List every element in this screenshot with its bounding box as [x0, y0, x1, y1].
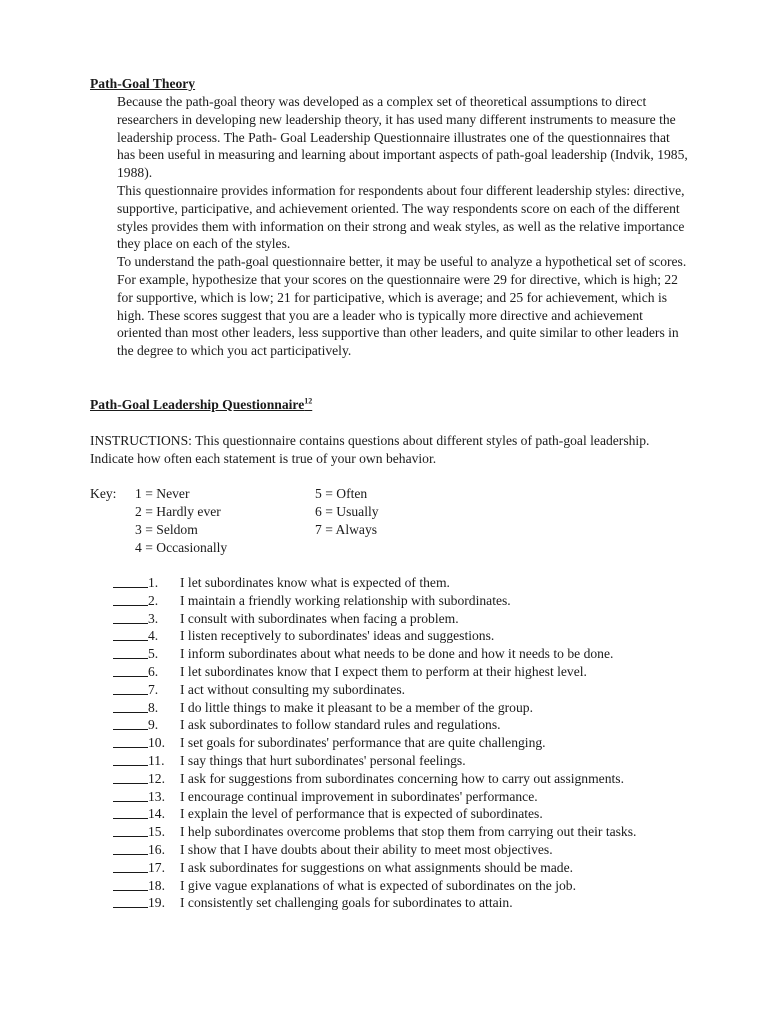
questionnaire-item — [113, 592, 693, 610]
item-text: I let subordinates know what is expected of them. — [180, 575, 450, 590]
intro-text — [90, 93, 690, 360]
questionnaire-item — [113, 859, 693, 877]
questionnaire-item — [113, 752, 693, 770]
answer-blank[interactable] — [113, 593, 148, 606]
item-number: 10. — [148, 735, 165, 751]
item-text: I ask subordinates for suggestions on what assignments should be made. — [180, 859, 574, 875]
item-text: I do little things to make it pleasant to be a member of the group. — [180, 699, 533, 715]
questionnaire-item — [113, 716, 693, 734]
answer-blank[interactable] — [113, 789, 148, 802]
item-number: 1. — [148, 575, 159, 590]
intro-paragraph: To understand the path-goal questionnaire better, it may be useful to analyze a hypothetical set of scores. For example, hypothesize that your scores on the questionnaire were 29 for directive, which is high; 22 for supportive, which is low; 21 for participative, which is average; and 25 for achievement, which is high. These scores suggest that you are a leader who is typically more directive and achievement oriented than most other leaders, less supportive than other leaders, and quite similar to other leaders in the degree to which you act participatively. — [117, 254, 687, 359]
item-text: I explain the level of performance that is expected of subordinates. — [180, 806, 543, 822]
answer-blank[interactable] — [113, 717, 148, 730]
item-text: I say things that hurt subordinates' personal feelings. — [180, 752, 466, 768]
key-entry: 2 = Hardly ever — [135, 504, 221, 519]
item-text: I maintain a friendly working relationship with subordinates. — [180, 592, 511, 608]
answer-blank[interactable] — [113, 860, 148, 873]
item-text: I encourage continual improvement in subordinates' performance. — [180, 788, 538, 804]
item-number: 5. — [148, 646, 159, 662]
item-number: 17. — [148, 859, 165, 875]
footnote-marker: 12 — [304, 396, 313, 406]
section-title-questionnaire: Path-Goal Leadership Questionnaire$^{12}$ — [90, 396, 313, 412]
item-number: 3. — [148, 610, 159, 626]
item-number: 16. — [148, 841, 165, 857]
key-entry: 5 = Often — [315, 486, 368, 501]
questionnaire-item — [113, 627, 693, 645]
item-text: I help subordinates overcome problems that stop them from carrying out their tasks. — [180, 824, 637, 840]
questionnaire-item — [113, 610, 693, 628]
item-number: 2. — [148, 592, 159, 608]
item-number: 14. — [148, 806, 165, 822]
item-number: 13. — [148, 788, 165, 804]
rating-key — [90, 485, 490, 557]
questionnaire-item — [113, 894, 693, 912]
item-number: 18. — [148, 877, 165, 893]
item-text: I let subordinates know that I expect them to perform at their highest level. — [180, 663, 587, 679]
item-number: 9. — [148, 717, 159, 733]
item-text: I consistently set challenging goals for subordinates to attain. — [180, 895, 513, 911]
item-text: I ask for suggestions from subordinates concerning how to carry out assignments. — [180, 770, 624, 786]
item-text: I listen receptively to subordinates' ideas and suggestions. — [180, 628, 495, 644]
item-number: 4. — [148, 628, 159, 644]
answer-blank[interactable] — [113, 611, 148, 624]
intro-paragraph: This questionnaire provides information for respondents about four different leadership styles: directive, supportive, participative, and achievement oriented. The way respondents score on each of the different styles provides them with information on their strong and weak styles, as well as the relative importance they place on each of the styles. — [117, 182, 685, 252]
answer-blank[interactable] — [113, 878, 148, 891]
item-number: 19. — [148, 895, 165, 911]
item-text: I show that I have doubts about their ability to meet most objectives. — [180, 841, 553, 857]
item-number: 6. — [148, 663, 159, 679]
questionnaire-item — [113, 788, 693, 806]
item-number: 15. — [148, 824, 165, 840]
key-entry: 1 = Never — [135, 486, 190, 501]
questionnaire-item — [113, 734, 693, 752]
key-label: Key: — [90, 486, 117, 501]
item-number: 7. — [148, 681, 159, 697]
answer-blank[interactable] — [113, 700, 148, 713]
key-entry: 3 = Seldom — [135, 522, 198, 537]
answer-blank[interactable] — [113, 771, 148, 784]
questionnaire-item — [113, 877, 693, 895]
answer-blank[interactable] — [113, 806, 148, 819]
answer-blank[interactable] — [113, 682, 148, 695]
key-entry: 6 = Usually — [315, 504, 379, 519]
answer-blank[interactable] — [113, 735, 148, 748]
questionnaire-item — [113, 699, 693, 717]
questionnaire-item — [113, 645, 693, 663]
key-entry: 7 = Always — [315, 522, 378, 537]
intro-paragraph: Because the path-goal theory was developed as a complex set of theoretical assumptions to direct researchers in developing new leadership theory, it has used many different instruments to measure the leadership process. The Path- Goal Leadership Questionnaire illustrates one of the questionnaires that has been useful in measuring and learning about important aspects of path-goal leadership (Indvik, 1985, 1988). — [117, 94, 688, 181]
questionnaire-item — [113, 805, 693, 823]
answer-blank[interactable] — [113, 842, 148, 855]
item-number: 8. — [148, 699, 159, 715]
item-text: I ask subordinates to follow standard rules and regulations. — [180, 717, 501, 733]
answer-blank[interactable] — [113, 895, 148, 908]
item-text: I give vague explanations of what is expected of subordinates on the job. — [180, 877, 576, 893]
questionnaire-item — [113, 841, 693, 859]
questionnaire-items — [113, 574, 693, 912]
questionnaire-item — [113, 770, 693, 788]
item-text: I consult with subordinates when facing a problem. — [180, 610, 459, 626]
answer-blank[interactable] — [113, 628, 148, 641]
key-entry: 4 = Occasionally — [135, 540, 228, 555]
questionnaire-item — [113, 823, 693, 841]
answer-blank[interactable] — [113, 646, 148, 659]
section-title-path-goal-theory: Path-Goal Theory — [90, 76, 196, 91]
questionnaire-item — [113, 663, 693, 681]
questionnaire-item — [113, 574, 693, 592]
item-text: I act without consulting my subordinates. — [180, 681, 406, 697]
answer-blank[interactable] — [113, 664, 148, 677]
item-text: I set goals for subordinates' performance that are quite challenging. — [180, 735, 546, 751]
item-number: 12. — [148, 770, 165, 786]
item-number: 11. — [148, 752, 165, 768]
answer-blank[interactable] — [113, 753, 148, 766]
item-text: I inform subordinates about what needs to be done and how it needs to be done. — [180, 646, 614, 662]
answer-blank[interactable] — [113, 575, 148, 588]
answer-blank[interactable] — [113, 824, 148, 837]
instructions-text: INSTRUCTIONS: This questionnaire contains questions about different styles of path-goal leadership. Indicate how often each statement is true of your own behavior. — [90, 433, 650, 466]
questionnaire-item — [113, 681, 693, 699]
